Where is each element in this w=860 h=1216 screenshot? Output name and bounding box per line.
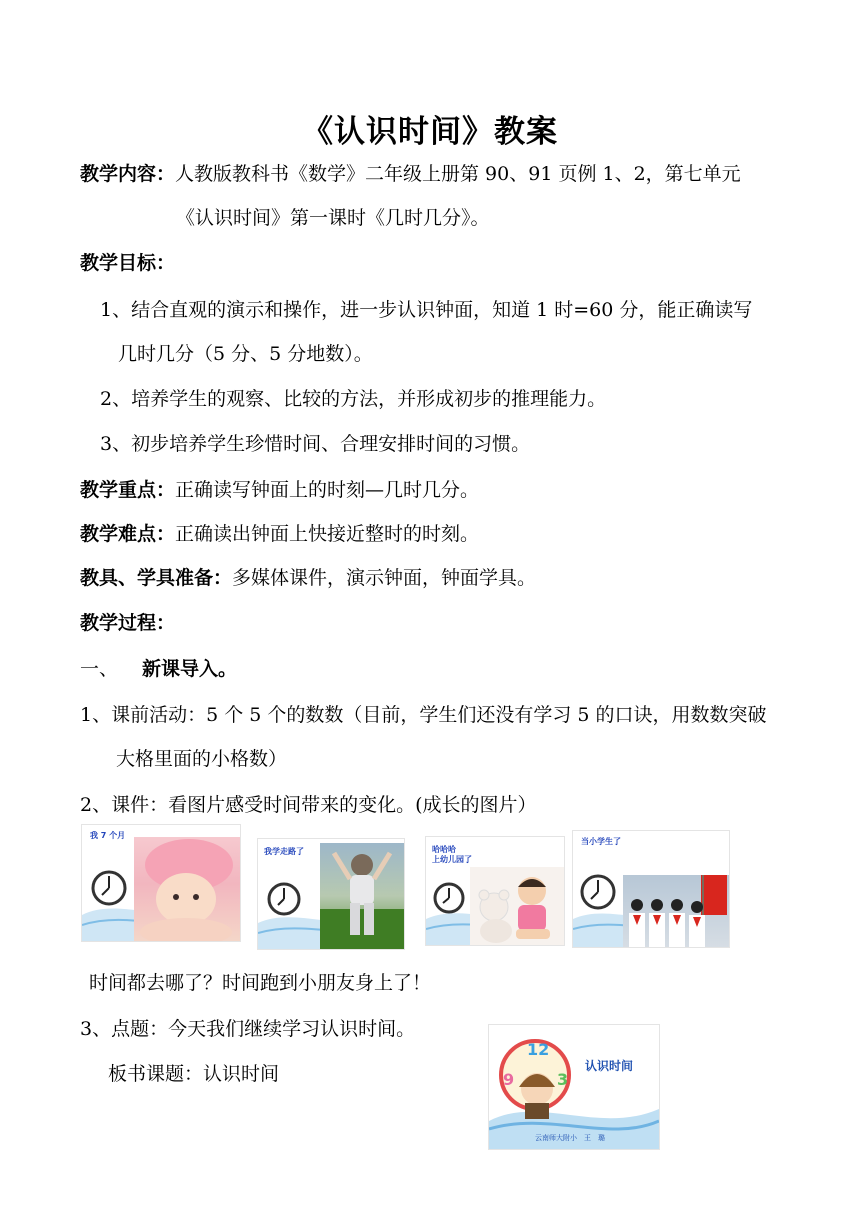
title-slide-footer: 云南师大附小 王 璐 [535,1134,605,1142]
slide-primary-school [572,830,730,948]
svg-text:3: 3 [557,1070,569,1089]
step-3: 3、点题：今天我们继续学习认识时间。 [80,1018,416,1040]
svg-text:9: 9 [503,1070,515,1089]
slide-caption: 当小学生了 [581,837,621,846]
slide-kindergarten [425,836,565,946]
toddler-illustration [320,843,404,949]
students-illustration [623,875,729,947]
section-1-title: 新课导入。 [142,658,238,680]
difficult-point [80,521,479,547]
board-title: 板书课题：认识时间 [108,1063,280,1085]
slide-seven-months [81,824,241,942]
step-2-after: 时间都去哪了？时间跑到小朋友身上了！ [89,972,432,994]
content-text-2: 《认识时间》第一课时《几时几分》。 [176,207,490,229]
key-text: 正确读写钟面上的时刻—几时几分。 [175,479,480,501]
diff-label: 教学难点： [80,523,176,545]
clock-icon [266,881,302,917]
step-1b: 大格里面的小格数） [116,748,288,770]
key-label: 教学重点： [80,479,176,501]
title-slide-heading: 认识时间 [585,1059,634,1073]
child-with-bear-illustration [470,867,564,945]
clock-icon [579,873,617,911]
goal-label: 教学目标： [80,252,176,274]
tools-label: 教具、学具准备： [80,567,233,589]
goal-2: 2、培养学生的观察、比较的方法，并形成初步的推理能力。 [100,388,607,410]
svg-text:12: 12 [527,1040,550,1059]
slide-learn-walk [257,838,405,950]
baby-illustration [134,837,240,941]
goal-3: 3、初步培养学生珍惜时间、合理安排时间的习惯。 [100,433,531,455]
goal-1a: 1、结合直观的演示和操作，进一步认识钟面，知道 1 时=60 分，能正确读写 [100,299,753,321]
section-1-number: 一、 [80,658,119,680]
section-1 [80,656,237,682]
tools-text: 多媒体课件，演示钟面，钟面学具。 [232,567,537,589]
tools [80,565,536,591]
content-text: 人教版教科书《数学》二年级上册第 90、91 页例 1、2，第七单元 [175,163,741,185]
step-1a: 1、课前活动：5 个 5 个的数数（目前，学生们还没有学习 5 的口诀，用数数突破 [80,704,767,726]
slide-caption: 哈哈哈 上幼儿园了 [432,845,472,864]
document-title: 《认识时间》教案 [302,114,558,150]
clock-icon [90,869,128,907]
kindergarten-photo [470,867,564,945]
content-label: 教学内容： [80,163,176,185]
step-2: 2、课件：看图片感受时间带来的变化。(成长的图片） [80,794,537,816]
walking-photo [320,843,404,949]
teaching-content [80,161,741,187]
clock-icon [432,881,466,915]
slide-caption: 我学走路了 [264,847,304,856]
key-point [80,477,479,503]
slide-caption: 我 7 个月 [90,831,126,840]
title-slide [488,1024,660,1150]
students-photo [623,875,729,947]
baby-photo [134,837,240,941]
diff-text: 正确读出钟面上快接近整时的时刻。 [175,523,480,545]
clock-girl-illustration [495,1033,579,1123]
process-label: 教学过程： [80,612,176,634]
goal-1b: 几时几分（5 分、5 分地数）。 [118,343,373,365]
